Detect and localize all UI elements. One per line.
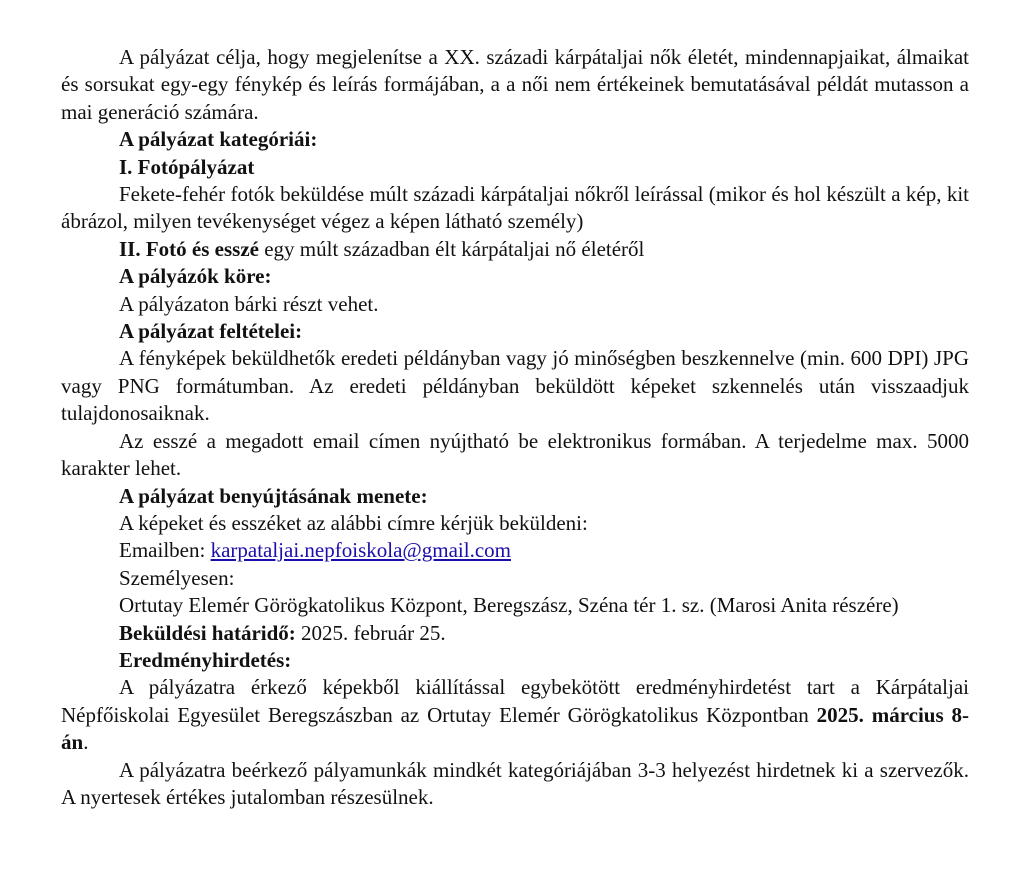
eligibility-text: A pályázaton bárki részt vehet. xyxy=(119,291,379,316)
conditions-paragraph-essay: Az esszé a megadott email címen nyújtható be elektronikus formában. A terjedelme max. 5000 karakter lehet. xyxy=(61,428,969,481)
email-line xyxy=(61,537,969,564)
results-text: A pályázatra érkező képekből kiállítással egybekötött eredményhirdetést tart a Kárpátaljai Népfőiskolai Egyesület Beregszászban az Ortutay Elemér Görögkatolikus Központban xyxy=(61,675,969,727)
category1-title: I. Fotópályázat xyxy=(119,154,255,179)
results-date: 2025. március 8-án xyxy=(61,702,970,755)
in-person-label: Személyesen: xyxy=(119,565,235,590)
results-text-end: . xyxy=(83,730,89,755)
email-label: Emailben: xyxy=(119,538,211,563)
submission-heading: A pályázat benyújtásának menete: xyxy=(119,483,428,508)
deadline-label: Beküldési határidő: xyxy=(119,620,296,645)
email-link[interactable]: karpataljai.nepfoiskola@gmail.com xyxy=(210,538,511,563)
intro-paragraph: A pályázat célja, hogy megjelenítse a XX. századi kárpátaljai nők életét, mindennapjaikat, álmaikat és sorsukat egy-egy fénykép és leírás formájában, a a női nem értékeinek bemutatásával példát mutasson a mai generáció számára. xyxy=(61,45,969,124)
deadline-value: 2025. február 25. xyxy=(295,620,446,645)
results-paragraph xyxy=(61,674,969,756)
results-heading: Eredményhirdetés: xyxy=(119,647,292,672)
conditions-heading: A pályázat feltételei: xyxy=(119,319,303,344)
category2-line xyxy=(61,236,969,263)
prizes-paragraph: A pályázatra beérkező pályamunkák mindkét kategóriájában 3-3 helyezést hirdetnek ki a szervezők. A nyertesek értékes jutalomban részesülnek. xyxy=(61,757,969,809)
conditions-paragraph-photos: A fényképek beküldhetők eredeti példányban vagy jó minőségben beszkennelve (min. 600 DPI) JPG vagy PNG formátumban. Az eredeti példányban beküldött képeket szkennelés után visszaadjuk tulajdonosaiknak. xyxy=(61,346,969,426)
address-text: Ortutay Elemér Görögkatolikus Központ, Beregszász, Széna tér 1. sz. (Marosi Anita részére) xyxy=(119,593,899,618)
category1-description: Fekete-fehér fotók beküldése múlt századi kárpátaljai nőkről leírással (mikor és hol készült a kép, kit ábrázol, milyen tevékenységet végez a képen látható személy) xyxy=(61,182,969,234)
category2-title: II. Fotó és esszé xyxy=(119,236,259,261)
eligibility-heading: A pályázók köre: xyxy=(119,264,272,289)
document-page xyxy=(61,44,969,811)
deadline-line xyxy=(61,620,969,647)
submission-text: A képeket és esszéket az alábbi címre kérjük beküldeni: xyxy=(119,510,588,535)
category2-description: egy múlt században élt kárpátaljai nő életéről xyxy=(258,236,645,261)
categories-heading: A pályázat kategóriái: xyxy=(119,127,318,152)
